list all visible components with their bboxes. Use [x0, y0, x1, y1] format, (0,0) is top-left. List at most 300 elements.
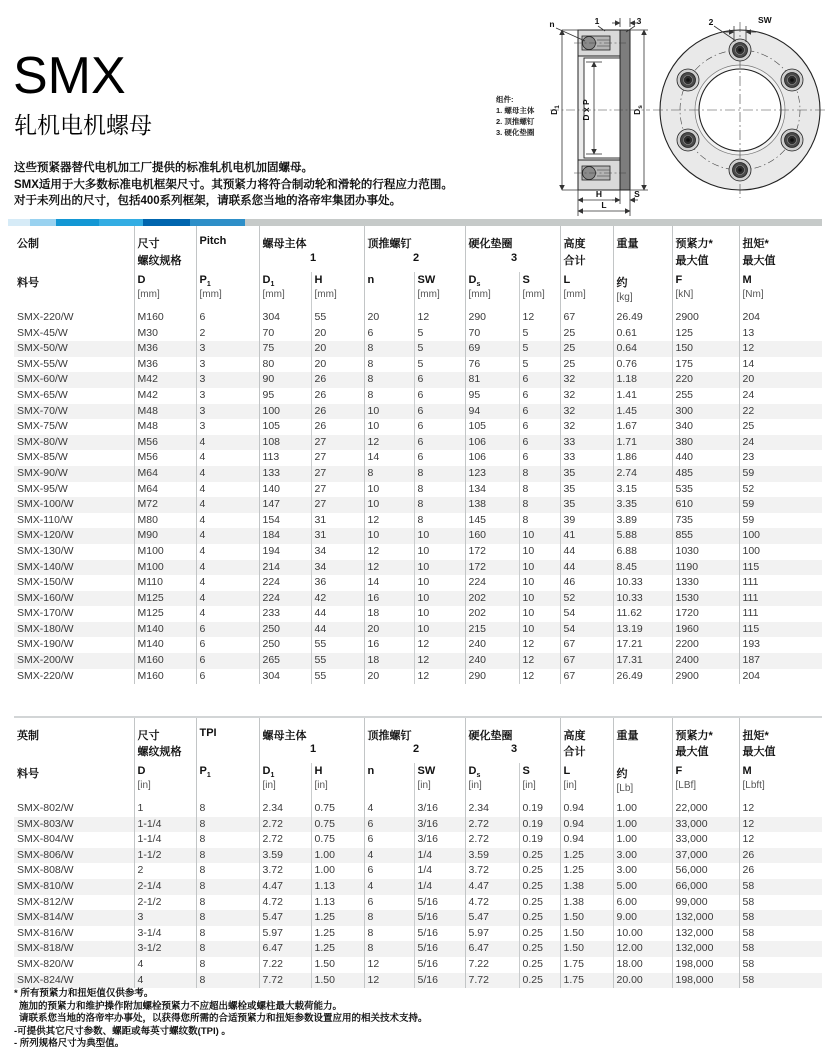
value-cell: 5.00: [613, 879, 672, 895]
value-cell: 485: [672, 466, 739, 482]
header-col-P1: $P_1$ [mm]: [196, 272, 259, 310]
header-col-weight: 约 [Lb]: [613, 763, 672, 801]
value-cell: 5: [519, 341, 560, 357]
header-preload: 预紧力*: [672, 717, 739, 743]
value-cell: 3: [196, 357, 259, 373]
value-cell: 10: [364, 419, 414, 435]
header-height: 高度: [560, 717, 613, 743]
part-number-cell: SMX-95/W: [17, 482, 68, 495]
accent-bar-segment: [143, 219, 190, 226]
header-group-3: 3: [465, 252, 560, 272]
footnote-line: 施加的预紧力和维护操作附加螺栓预紧力不应超出螺栓或螺柱最大载荷能力。: [19, 1000, 343, 1012]
value-cell: 6: [519, 388, 560, 404]
value-cell: 0.25: [519, 910, 560, 926]
header-jack-screw: 顶推螺钉: [364, 226, 465, 252]
value-cell: 1.00: [311, 863, 364, 879]
value-cell: 5: [414, 326, 465, 342]
value-cell: 0.61: [613, 326, 672, 342]
dim-label-sw: SW: [758, 15, 772, 25]
value-cell: 0.25: [519, 957, 560, 973]
table-row: [14, 575, 822, 591]
header-tpi: TPI: [196, 717, 259, 743]
table-row: [14, 973, 822, 989]
value-cell: 6: [414, 372, 465, 388]
value-cell: 125: [672, 326, 739, 342]
value-cell: 6: [364, 326, 414, 342]
value-cell: 204: [739, 669, 822, 685]
value-cell: 10: [519, 560, 560, 576]
part-number-cell: SMX-55/W: [17, 357, 68, 370]
value-cell: 58: [739, 957, 822, 973]
value-cell: 0.76: [613, 357, 672, 373]
description-line: 对于未列出的尺寸，包括400系列框架，请联系您当地的洛帝牢集团办事处。: [14, 195, 402, 207]
value-cell: 187: [739, 653, 822, 669]
value-cell: 4.72: [465, 895, 519, 911]
value-cell: 4: [196, 450, 259, 466]
value-cell: 12: [364, 560, 414, 576]
value-cell: 6: [364, 832, 414, 848]
value-cell: 5/16: [414, 895, 465, 911]
value-cell: 2.72: [259, 832, 311, 848]
value-cell: 4: [196, 544, 259, 560]
table-row: [14, 450, 822, 466]
value-cell: 1.50: [311, 973, 364, 989]
description-line: 这些预紧器替代电机加工厂提供的标准轧机电机加固螺母。: [14, 162, 313, 174]
value-cell: 1.41: [613, 388, 672, 404]
value-cell: 8: [364, 466, 414, 482]
value-cell: 3/16: [414, 832, 465, 848]
value-cell: 224: [259, 591, 311, 607]
dim-label-dxp: D x P: [581, 99, 591, 121]
value-cell: 6: [519, 435, 560, 451]
legend-item: 2. 顶推螺钉: [496, 117, 535, 126]
value-cell: 3.72: [465, 863, 519, 879]
header-col-L: L [in]: [560, 763, 613, 801]
part-number-cell: SMX-803/W: [17, 817, 74, 830]
part-number-cell: SMX-814/W: [17, 911, 74, 924]
value-cell: 18: [364, 653, 414, 669]
value-cell: 1/4: [414, 863, 465, 879]
value-cell: 2.72: [465, 817, 519, 833]
value-cell: 6: [196, 669, 259, 685]
value-cell: 0.75: [311, 801, 364, 817]
header-weight: 重量: [613, 226, 672, 252]
value-cell: 44: [311, 622, 364, 638]
value-cell: 10: [414, 591, 465, 607]
value-cell: 1330: [672, 575, 739, 591]
value-cell: 3.00: [613, 863, 672, 879]
value-cell: 54: [560, 606, 613, 622]
callout-3: 3: [636, 16, 642, 26]
value-cell: 59: [739, 466, 822, 482]
dim-label-ds: $D_s$: [632, 105, 644, 115]
value-cell: 10: [519, 575, 560, 591]
value-cell: 5.47: [259, 910, 311, 926]
part-number-cell: SMX-160/W: [17, 591, 74, 604]
value-cell: M56: [134, 450, 196, 466]
value-cell: 1-1/2: [134, 848, 196, 864]
header-height: 高度: [560, 226, 613, 252]
header-group-1: 1: [259, 252, 364, 272]
value-cell: 37,000: [672, 848, 739, 864]
value-cell: 3-1/2: [134, 941, 196, 957]
value-cell: 172: [465, 544, 519, 560]
value-cell: 265: [259, 653, 311, 669]
value-cell: 290: [465, 669, 519, 685]
value-cell: 175: [672, 357, 739, 373]
header-col-D: D [in]: [134, 763, 196, 801]
value-cell: 8: [196, 926, 259, 942]
value-cell: 240: [465, 637, 519, 653]
part-number-cell: SMX-50/W: [17, 342, 68, 355]
diagram-legend: [496, 94, 534, 138]
dim-label-h: H: [595, 189, 603, 199]
table-row: [14, 544, 822, 560]
part-number-cell: SMX-85/W: [17, 451, 68, 464]
value-cell: 52: [739, 482, 822, 498]
value-cell: 8: [196, 817, 259, 833]
value-cell: 184: [259, 528, 311, 544]
value-cell: 1.50: [560, 910, 613, 926]
value-cell: 23: [739, 450, 822, 466]
value-cell: 6: [414, 450, 465, 466]
value-cell: 27: [311, 435, 364, 451]
accent-bar-segment: [245, 219, 822, 226]
technical-drawing: [490, 14, 826, 218]
value-cell: 147: [259, 497, 311, 513]
description-line: SMX适用于大多数标准电机框架尺寸。其预紧力将符合制动轮和滑轮的行程应力范围。: [14, 178, 453, 191]
value-cell: 535: [672, 482, 739, 498]
part-number-cell: SMX-75/W: [17, 420, 68, 433]
part-number-cell: SMX-820/W: [17, 957, 74, 970]
value-cell: 4: [196, 482, 259, 498]
value-cell: 4: [196, 591, 259, 607]
header-nut-body: 螺母主体: [259, 226, 364, 252]
value-cell: 12: [414, 310, 465, 326]
value-cell: 6: [519, 419, 560, 435]
page-title: SMX: [13, 47, 126, 105]
header-system: 公制: [17, 238, 39, 250]
header-col-D1: $D_1$ [mm]: [259, 272, 311, 310]
value-cell: M30: [134, 326, 196, 342]
value-cell: 172: [465, 560, 519, 576]
value-cell: 16: [364, 637, 414, 653]
value-cell: 6: [414, 404, 465, 420]
value-cell: 240: [465, 653, 519, 669]
value-cell: 14: [739, 357, 822, 373]
value-cell: 10: [364, 482, 414, 498]
value-cell: 33: [560, 435, 613, 451]
value-cell: 250: [259, 622, 311, 638]
value-cell: 1190: [672, 560, 739, 576]
value-cell: 0.94: [560, 801, 613, 817]
value-cell: 12: [414, 669, 465, 685]
value-cell: 6: [414, 388, 465, 404]
value-cell: 8: [196, 957, 259, 973]
value-cell: 8: [519, 513, 560, 529]
page-subtitle: 轧机电机螺母: [14, 112, 152, 138]
value-cell: 1530: [672, 591, 739, 607]
header-col-n: n: [364, 763, 414, 801]
table-row: [14, 637, 822, 653]
header-washer: 硬化垫圈: [465, 226, 560, 252]
value-cell: 1.00: [311, 848, 364, 864]
value-cell: 220: [672, 372, 739, 388]
header-torque: 扭矩*: [739, 226, 822, 252]
value-cell: 194: [259, 544, 311, 560]
value-cell: 0.19: [519, 832, 560, 848]
value-cell: 4: [364, 879, 414, 895]
header-thread-spec: 螺纹规格: [134, 743, 196, 763]
value-cell: 132,000: [672, 926, 739, 942]
footnote-line: - 所列规格尺寸为典型值。: [14, 1038, 125, 1049]
table-row: [14, 482, 822, 498]
value-cell: M42: [134, 372, 196, 388]
value-cell: 33,000: [672, 817, 739, 833]
value-cell: 1.45: [613, 404, 672, 420]
value-cell: 24: [739, 435, 822, 451]
value-cell: 8: [196, 863, 259, 879]
table-row: [14, 801, 822, 817]
value-cell: 81: [465, 372, 519, 388]
header-col-F: F [LBf]: [672, 763, 739, 801]
product-diagram: [490, 14, 826, 218]
value-cell: 17.21: [613, 637, 672, 653]
value-cell: 8: [364, 926, 414, 942]
value-cell: 5/16: [414, 941, 465, 957]
value-cell: 10: [519, 528, 560, 544]
value-cell: 202: [465, 606, 519, 622]
value-cell: 44: [560, 560, 613, 576]
value-cell: 5.47: [465, 910, 519, 926]
part-number-cell: SMX-60/W: [17, 373, 68, 386]
value-cell: 1030: [672, 544, 739, 560]
value-cell: 255: [672, 388, 739, 404]
value-cell: 6: [519, 372, 560, 388]
value-cell: 3.15: [613, 482, 672, 498]
metric-table-section: [14, 226, 822, 684]
table-row: [14, 910, 822, 926]
value-cell: 10: [364, 404, 414, 420]
value-cell: 55: [311, 653, 364, 669]
value-cell: 0.25: [519, 941, 560, 957]
header-max-m: 最大值: [739, 252, 822, 272]
value-cell: 105: [259, 419, 311, 435]
value-cell: 304: [259, 669, 311, 685]
value-cell: 290: [465, 310, 519, 326]
value-cell: 5.97: [465, 926, 519, 942]
part-number-cell: SMX-808/W: [17, 864, 74, 877]
table-row: [14, 941, 822, 957]
value-cell: 1.25: [311, 941, 364, 957]
value-cell: 224: [259, 575, 311, 591]
value-cell: 66,000: [672, 879, 739, 895]
value-cell: 0.25: [519, 973, 560, 989]
value-cell: 340: [672, 419, 739, 435]
table-row: [14, 895, 822, 911]
table-row: [14, 606, 822, 622]
table-row: [14, 435, 822, 451]
value-cell: 1720: [672, 606, 739, 622]
value-cell: M160: [134, 669, 196, 685]
value-cell: 106: [465, 450, 519, 466]
value-cell: 1.75: [560, 957, 613, 973]
value-cell: 26: [311, 419, 364, 435]
value-cell: M64: [134, 466, 196, 482]
value-cell: 33,000: [672, 832, 739, 848]
value-cell: 150: [672, 341, 739, 357]
imperial-table-section: [14, 716, 822, 988]
table-row: [14, 388, 822, 404]
value-cell: 10: [364, 497, 414, 513]
value-cell: 11.62: [613, 606, 672, 622]
value-cell: 1.25: [560, 863, 613, 879]
header-max-f: 最大值: [672, 252, 739, 272]
value-cell: 2-1/2: [134, 895, 196, 911]
value-cell: 12: [364, 513, 414, 529]
value-cell: 17.31: [613, 653, 672, 669]
value-cell: 198,000: [672, 973, 739, 989]
value-cell: 67: [560, 653, 613, 669]
value-cell: 6.88: [613, 544, 672, 560]
value-cell: 8: [519, 482, 560, 498]
value-cell: 1.38: [560, 879, 613, 895]
value-cell: 3/16: [414, 817, 465, 833]
table-row: [14, 341, 822, 357]
header-washer: 硬化垫圈: [465, 717, 560, 743]
header-empty: [196, 743, 259, 763]
value-cell: 6: [196, 637, 259, 653]
value-cell: 14: [364, 575, 414, 591]
value-cell: 16: [364, 591, 414, 607]
value-cell: 1.00: [613, 817, 672, 833]
value-cell: 0.25: [519, 926, 560, 942]
value-cell: 6: [519, 404, 560, 420]
header-group-3: 3: [465, 743, 560, 763]
table-row: [14, 310, 822, 326]
value-cell: 6: [519, 450, 560, 466]
value-cell: 1.25: [311, 926, 364, 942]
part-number-cell: SMX-804/W: [17, 833, 74, 846]
header-col-Ds: $D_s$ [mm]: [465, 272, 519, 310]
value-cell: 13.19: [613, 622, 672, 638]
table-row: [14, 848, 822, 864]
value-cell: 4: [196, 528, 259, 544]
value-cell: 1.00: [613, 832, 672, 848]
value-cell: 0.25: [519, 848, 560, 864]
metric-table-header: [14, 226, 822, 310]
table-row: [14, 879, 822, 895]
accent-bar-segment: [56, 219, 99, 226]
value-cell: 8: [364, 941, 414, 957]
accent-bar-segment: [30, 219, 56, 226]
header-col-weight: 约 [kg]: [613, 272, 672, 310]
value-cell: 215: [465, 622, 519, 638]
value-cell: 3.72: [259, 863, 311, 879]
value-cell: 113: [259, 450, 311, 466]
value-cell: 12: [364, 544, 414, 560]
table-row: [14, 926, 822, 942]
value-cell: 10: [414, 575, 465, 591]
part-number-cell: SMX-80/W: [17, 435, 68, 448]
value-cell: 76: [465, 357, 519, 373]
value-cell: 3: [134, 910, 196, 926]
header-col-Ds: $D_s$ [in]: [465, 763, 519, 801]
value-cell: 27: [311, 466, 364, 482]
value-cell: 41: [560, 528, 613, 544]
value-cell: 20: [311, 357, 364, 373]
value-cell: 55: [311, 310, 364, 326]
accent-bar-segment: [8, 219, 30, 226]
footnote-line: -可提供其它尺寸参数、螺距或每英寸螺纹数(TPI) 。: [14, 1025, 231, 1037]
value-cell: 2: [134, 863, 196, 879]
value-cell: 123: [465, 466, 519, 482]
value-cell: 4: [196, 560, 259, 576]
value-cell: 4: [364, 848, 414, 864]
value-cell: 300: [672, 404, 739, 420]
value-cell: 8: [196, 910, 259, 926]
value-cell: 18.00: [613, 957, 672, 973]
header-group-2: 2: [364, 252, 465, 272]
value-cell: 10: [519, 622, 560, 638]
table-row: [14, 357, 822, 373]
value-cell: 1.50: [311, 957, 364, 973]
value-cell: 5/16: [414, 910, 465, 926]
header-max-m: 最大值: [739, 743, 822, 763]
dim-label-s: S: [634, 189, 640, 199]
table-row: [14, 560, 822, 576]
value-cell: 855: [672, 528, 739, 544]
value-cell: 0.75: [311, 832, 364, 848]
value-cell: 12: [364, 435, 414, 451]
value-cell: 20: [739, 372, 822, 388]
value-cell: 132,000: [672, 910, 739, 926]
header-jack-screw: 顶推螺钉: [364, 717, 465, 743]
value-cell: 0.25: [519, 879, 560, 895]
value-cell: 204: [739, 310, 822, 326]
value-cell: 26: [311, 372, 364, 388]
value-cell: 2: [196, 326, 259, 342]
value-cell: 35: [560, 497, 613, 513]
value-cell: 10: [364, 528, 414, 544]
value-cell: 32: [560, 372, 613, 388]
table-row: [14, 817, 822, 833]
value-cell: 7.22: [465, 957, 519, 973]
value-cell: 3: [196, 388, 259, 404]
header-empty: [613, 743, 672, 763]
value-cell: M100: [134, 544, 196, 560]
value-cell: 610: [672, 497, 739, 513]
value-cell: 32: [560, 404, 613, 420]
value-cell: 44: [311, 606, 364, 622]
value-cell: 3: [196, 372, 259, 388]
value-cell: 12: [414, 653, 465, 669]
value-cell: 134: [465, 482, 519, 498]
value-cell: 2-1/4: [134, 879, 196, 895]
accent-bar-segment: [190, 219, 245, 226]
value-cell: M48: [134, 419, 196, 435]
value-cell: 1-1/4: [134, 817, 196, 833]
value-cell: 2.72: [465, 832, 519, 848]
value-cell: 12: [414, 637, 465, 653]
value-cell: 8: [196, 832, 259, 848]
value-cell: M160: [134, 653, 196, 669]
header-pitch: Pitch: [196, 226, 259, 252]
imperial-table-header: [14, 717, 822, 801]
value-cell: 1.71: [613, 435, 672, 451]
header-torque: 扭矩*: [739, 717, 822, 743]
value-cell: 3: [196, 404, 259, 420]
